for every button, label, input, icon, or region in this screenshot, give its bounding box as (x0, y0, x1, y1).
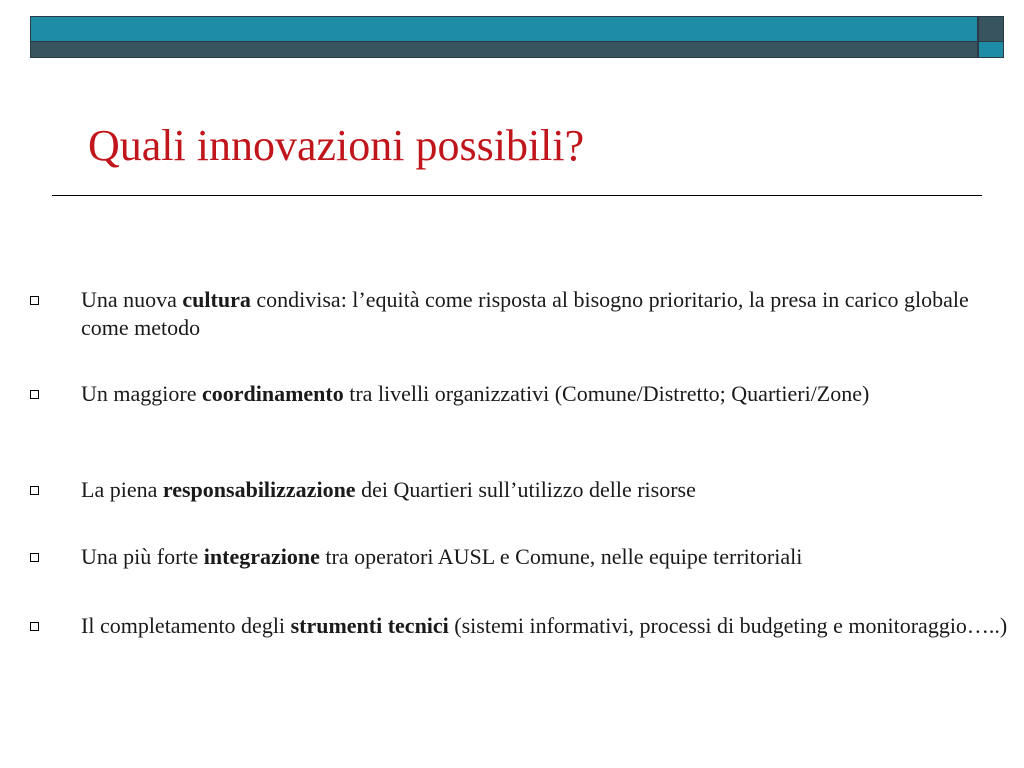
bullet-text-rest: tra operatori AUSL e Comune, nelle equipe territoriali (319, 544, 803, 569)
bullet-text (81, 286, 1017, 342)
bullet-text-lead: Una nuova (81, 287, 183, 312)
square-bullet-icon (30, 390, 39, 399)
bullet-text-rest: tra livelli organizzativi (Comune/Distretto; Quartieri/Zone) (343, 381, 870, 406)
bullet-text (81, 380, 1017, 408)
bullet-keyword: strumenti tecnici (290, 613, 449, 638)
bullet-text-rest: condivisa: l’equità come risposta al bisogno prioritario, la presa in carico globale come metodo (81, 287, 969, 340)
square-bullet-icon (30, 553, 39, 562)
bullet-item (28, 543, 1018, 571)
bullet-text-lead: Il completamento degli (81, 613, 291, 638)
square-bullet-icon (30, 622, 39, 631)
bullet-keyword: coordinamento (201, 381, 344, 406)
bullet-keyword: integrazione (203, 544, 320, 569)
bullet-text-lead: Un maggiore (81, 381, 202, 406)
bullet-item (28, 286, 1018, 342)
bullet-text-lead: La piena (81, 477, 163, 502)
bullet-item (28, 476, 1018, 504)
slide-title: Quali innovazioni possibili? (88, 121, 585, 170)
bullet-text-rest: (sistemi informativi, processi di budgeting e monitoraggio…..) (448, 613, 1008, 638)
bullet-text-rest: dei Quartieri sull’utilizzo delle risorse (355, 477, 696, 502)
bullet-keyword: cultura (182, 287, 251, 312)
bullet-item (28, 612, 1018, 640)
bullet-text (81, 476, 1017, 504)
bullet-keyword: responsabilizzazione (162, 477, 356, 502)
bullet-text (81, 612, 1017, 640)
bullet-text-lead: Una più forte (81, 544, 204, 569)
bullet-item (28, 380, 1018, 408)
bullet-text (81, 543, 1017, 571)
square-bullet-icon (30, 296, 39, 305)
square-bullet-icon (30, 486, 39, 495)
